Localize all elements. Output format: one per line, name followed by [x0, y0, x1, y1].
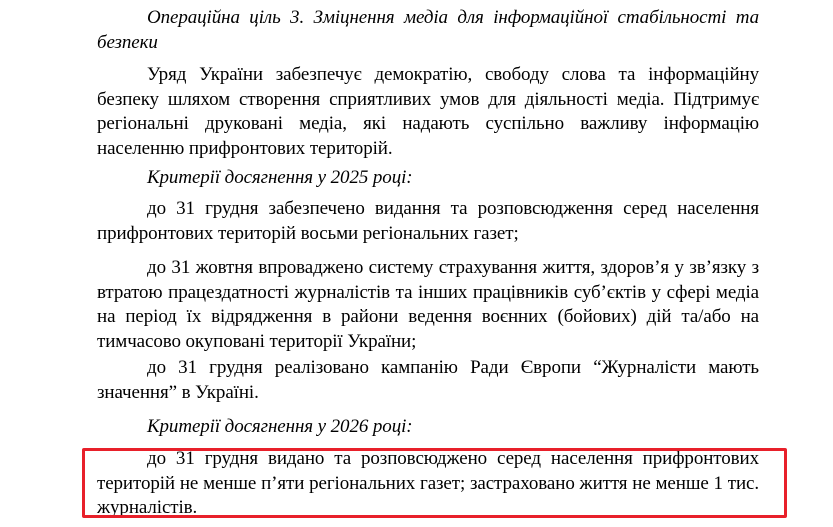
intro-paragraph: Уряд України забезпечує демократію, свободу слова та інформаційну безпеку шляхом створення сприятливих умов для діяльності медіа. Підтримує регіональні друковані медіа, які надають суспільно важливу інформацію населенню прифронтових територій. [97, 64, 759, 159]
criteria-2025-item: до 31 грудня реалізовано кампанію Ради Європи “Журналісти мають значення” в Україні. [97, 357, 759, 403]
criteria-2026-item: до 31 грудня видано та розповсюджено серед населення прифронтових територій не менше п’яти регіональних газет; застраховано життя не менше 1 тис. журналістів. [97, 448, 759, 518]
criteria-2025-item: до 31 грудня забезпечено видання та розповсюдження серед населення прифронтових територій восьми регіональних газет; [97, 198, 759, 244]
criteria-2025-item: до 31 жовтня впроваджено систему страхування життя, здоров’я у зв’язку з втратою працездатності журналістів та інших працівників суб’єктів у сфері медіа на період їх відрядження в райони ведення воєнних (бойових) дій та/або на тимчасово окуповані території України; [97, 257, 759, 352]
section-heading: Операційна ціль 3. Зміцнення медіа для інформаційної стабільності та безпеки [97, 7, 759, 53]
criteria-2026-title: Критерії досягнення у 2026 році: [147, 416, 413, 437]
criteria-2025-title: Критерії досягнення у 2025 році: [147, 167, 413, 188]
